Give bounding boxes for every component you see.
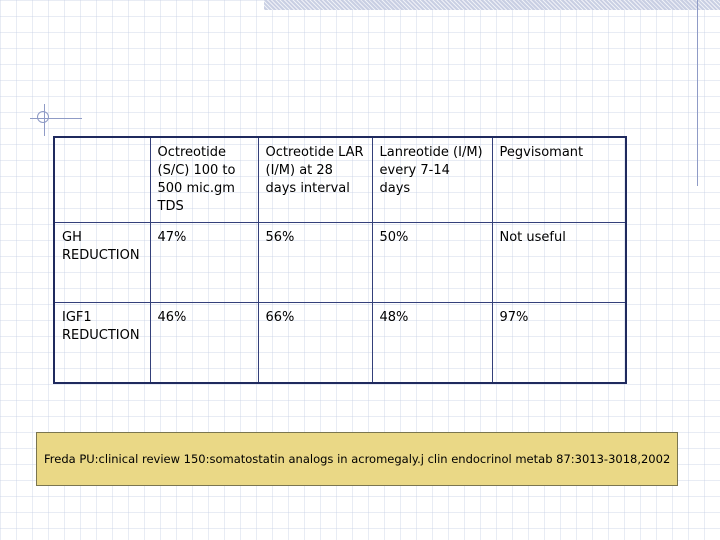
cell-igf1-lanreotide: 48% [372,303,492,383]
cell-igf1-octreotide-lar: 66% [258,303,372,383]
reference-citation: Freda PU:clinical review 150:somatostatin analogs in acromegaly.j clin endocrinol metab 87:3013-3018,2002 [36,432,678,486]
table-header-row [54,137,626,223]
cell-gh-octreotide-sc: 47% [150,223,258,303]
decorative-vertical-line [697,0,698,186]
table-row [54,303,626,383]
decorative-top-band [264,0,720,10]
cell-igf1-octreotide-sc: 46% [150,303,258,383]
table-row [54,223,626,303]
row-label-igf1: IGF1 REDUCTION [54,303,150,383]
cell-igf1-pegvisomant: 97% [492,303,626,383]
cell-gh-octreotide-lar: 56% [258,223,372,303]
header-octreotide-lar: Octreotide LAR (I/M) at 28 days interval [258,137,372,223]
header-lanreotide: Lanreotide (I/M) every 7-14 days [372,137,492,223]
header-octreotide-sc: Octreotide (S/C) 100 to 500 mic.gm TDS [150,137,258,223]
comparison-table [53,136,627,384]
decorative-ring-icon [37,111,49,123]
cell-gh-lanreotide: 50% [372,223,492,303]
cell-gh-pegvisomant: Not useful [492,223,626,303]
row-label-gh: GH REDUCTION [54,223,150,303]
header-pegvisomant: Pegvisomant [492,137,626,223]
header-empty-cell [54,137,150,223]
